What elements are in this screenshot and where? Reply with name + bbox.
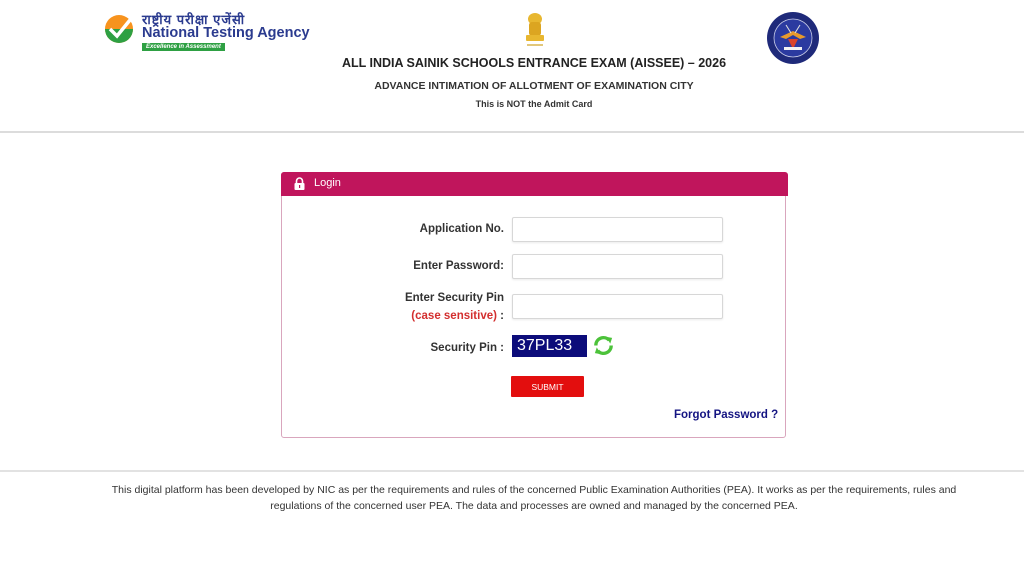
password-label: Enter Password: bbox=[413, 260, 504, 272]
nta-name: National Testing Agency bbox=[142, 25, 310, 41]
security-pin-input[interactable] bbox=[512, 294, 723, 319]
application-no-input[interactable] bbox=[512, 217, 723, 242]
nta-hindi-name: राष्ट्रीय परीक्षा एजेंसी bbox=[142, 12, 246, 27]
footer-divider bbox=[0, 470, 1024, 472]
nta-checkmark-icon bbox=[104, 14, 134, 44]
application-no-label: Application No. bbox=[419, 223, 504, 235]
captcha-label: Security Pin : bbox=[430, 342, 504, 354]
page-subtitle: ADVANCE INTIMATION OF ALLOTMENT OF EXAMINATION CITY bbox=[374, 80, 694, 92]
case-sensitive-hint bbox=[411, 310, 504, 322]
page-title: ALL INDIA SAINIK SCHOOLS ENTRANCE EXAM (AISSEE) – 2026 bbox=[341, 56, 727, 70]
page-header bbox=[0, 0, 1024, 132]
footer-disclaimer: This digital platform has been developed by NIC as per the requirements and rules of the concerned Public Examination Authorities (PEA). It works as per the requirements, rules and regulations of the concerned user PEA. The data and processes are owned and managed by the concerned PEA. bbox=[111, 484, 957, 512]
login-panel-header bbox=[281, 172, 788, 196]
password-input[interactable] bbox=[512, 254, 723, 279]
login-panel bbox=[281, 172, 786, 438]
refresh-icon[interactable] bbox=[592, 334, 615, 357]
hint-colon: : bbox=[496, 310, 504, 322]
case-sensitive-text: (case sensitive) bbox=[411, 310, 497, 322]
security-pin-label: Enter Security Pin bbox=[404, 292, 504, 304]
nta-logo bbox=[104, 10, 310, 52]
admit-card-note: This is NOT the Admit Card bbox=[475, 99, 593, 109]
lock-icon bbox=[294, 177, 305, 190]
captcha-image: 37PL33 bbox=[512, 335, 587, 357]
nta-tagline: Excellence in Assessment bbox=[142, 43, 225, 51]
header-divider bbox=[0, 131, 1024, 133]
forgot-password-link[interactable]: Forgot Password ? bbox=[674, 409, 779, 421]
login-panel-title: Login bbox=[314, 177, 341, 189]
national-emblem-icon bbox=[520, 10, 550, 52]
submit-button[interactable]: SUBMIT bbox=[511, 376, 584, 397]
